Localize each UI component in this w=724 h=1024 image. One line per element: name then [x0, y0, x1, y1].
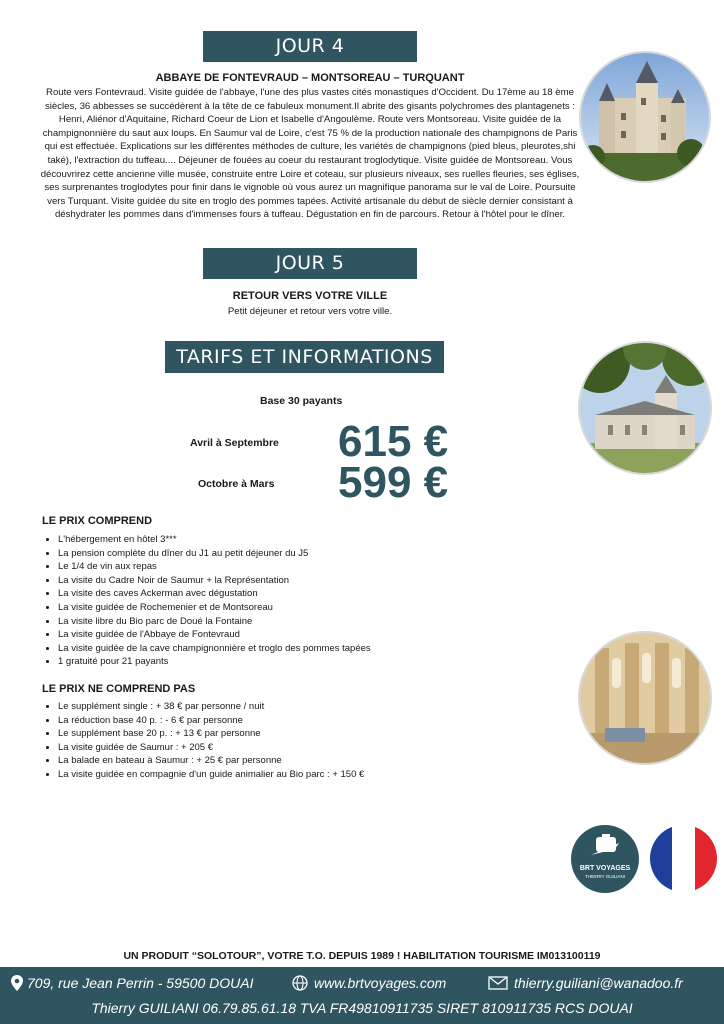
ne-comprend-list: [42, 700, 578, 782]
jour5-banner: JOUR 5: [203, 248, 417, 279]
list-item: • La pension complète du dîner du J1 au petit déjeuner du J5: [58, 547, 578, 561]
base-label: Base 30 payants: [260, 395, 343, 407]
list-item: • Le supplément base 20 p. : + 13 € par personne: [58, 727, 578, 741]
list-item: • La visite guidée de Saumur : + 205 €: [58, 741, 578, 755]
list-item: • La réduction base 40 p. : - 6 € par personne: [58, 714, 578, 728]
footer-email: thierry.guiliani@wanadoo.fr: [514, 975, 683, 991]
list-item: • Le supplément single : + 38 € par personne / nuit: [58, 700, 578, 714]
globe-icon: [292, 975, 308, 991]
website-group[interactable]: [292, 975, 446, 991]
price-low-season: 599 €: [338, 458, 449, 507]
list-item: • La visite guidée de la cave champignonnière et troglo des pommes tapées: [58, 642, 578, 656]
period1-label: Avril à Septembre: [190, 437, 279, 449]
comprend-title: LE PRIX COMPREND: [42, 515, 153, 527]
list-item: • L'hébergement en hôtel 3***: [58, 533, 578, 547]
product-line: UN PRODUIT “SOLOTOUR”, VOTRE T.O. DEPUIS 1989 ! HABILITATION TOURISME IM013100119: [123, 950, 601, 962]
mail-icon: [488, 976, 508, 990]
brt-voyages-logo: [571, 825, 639, 893]
address-group: [11, 975, 253, 991]
tarifs-banner: TARIFS ET INFORMATIONS: [165, 341, 444, 373]
abbey-photo: [578, 341, 712, 475]
list-item: • La visite guidée de l'Abbaye de Fontevraud: [58, 628, 578, 642]
jour5-text: Petit déjeuner et retour vers votre ville.: [227, 306, 393, 317]
list-item: • La visite guidée de Rochemenier et de Montsoreau: [58, 601, 578, 615]
abbey-interior-photo: [578, 631, 712, 765]
jour5-title: RETOUR VERS VOTRE VILLE: [232, 290, 388, 302]
jour4-title: ABBAYE DE FONTEVRAUD – MONTSOREAU – TURQUANT: [155, 72, 465, 84]
footer-legal: Thierry GUILIANI 06.79.85.61.18 TVA FR49810911735 SIRET 810911735 RCS DOUAI: [91, 1000, 633, 1016]
footer-address: 709, rue Jean Perrin - 59500 DOUAI: [27, 975, 254, 991]
montsoreau-castle-photo: [579, 51, 711, 183]
comprend-list: [42, 533, 578, 669]
email-group[interactable]: [488, 975, 683, 991]
footer: [0, 967, 724, 1024]
jour4-text: Route vers Fontevraud. Visite guidée de l'abbaye, l'une des plus vastes cités monastiques d'Occident. Du 17ème au 18 ème siècles, 36 abbesses se succédèrent à la tête de ce fabuleux monument.Il abrite des gisants polychromes des plantagenets : Henri, Aliénor d'Aquitaine, Richard Coeur de Lion et Isabelle d'Angoulème. Route vers Montsoreau. Visite guidée de la champignonnière du saut aux loups. En Saumur val de Loire, c'est 75 % de la production nationale des champignons de Paris qui est effectuée. Explications sur les différentes méthodes de culture, les variétés de champignons (pied bleus, pleurotes,shi také), l'extraction du tuffeau.... Déjeuner de fouées au coeur du restaurant troglodytique. Visite guidée de Montsoreau. Vous découvrirez cette ancienne ville musée, construite entre Loire et coteau, sur plusieurs niveaux, ses ruelles fleuries, ses églises, ses surprenantes troglodytes pour finir dans le vignoble où vous aurez un magnifique panorama sur le val de Loire. Poursuite vers Turquant. Visite guidée du site en troglo des pommes tapées. Activité artisanale du début de siècle dernier consistant à déshydrater les pommes dans d'immenses fours à tuffeau. Dégustation en fin de parcours. Retour à l'hôtel pour le dîner.: [40, 87, 580, 221]
list-item: • La visite guidée en compagnie d'un guide animalier au Bio parc : + 150 €: [58, 768, 578, 782]
french-flag: [650, 825, 717, 892]
jour4-banner: JOUR 4: [203, 31, 417, 62]
list-item: • La visite libre du Bio parc de Doué la Fontaine: [58, 615, 578, 629]
list-item: • La visite des caves Ackerman avec dégustation: [58, 587, 578, 601]
logo-sub: THIERRY GUILIANI: [584, 874, 626, 879]
list-item: • 1 gratuité pour 21 payants: [58, 655, 578, 669]
price-high-season: 615 €: [338, 417, 449, 466]
logo-name: BRT VOYAGES: [579, 865, 631, 872]
location-pin-icon: [11, 975, 23, 991]
list-item: • Le 1/4 de vin aux repas: [58, 560, 578, 574]
list-item: • La balade en bateau à Saumur : + 25 € par personne: [58, 754, 578, 768]
list-item: • La visite du Cadre Noir de Saumur + la Représentation: [58, 574, 578, 588]
period2-label: Octobre à Mars: [198, 478, 275, 490]
ne-comprend-title: LE PRIX NE COMPREND PAS: [42, 683, 196, 695]
footer-website: www.brtvoyages.com: [314, 975, 447, 991]
